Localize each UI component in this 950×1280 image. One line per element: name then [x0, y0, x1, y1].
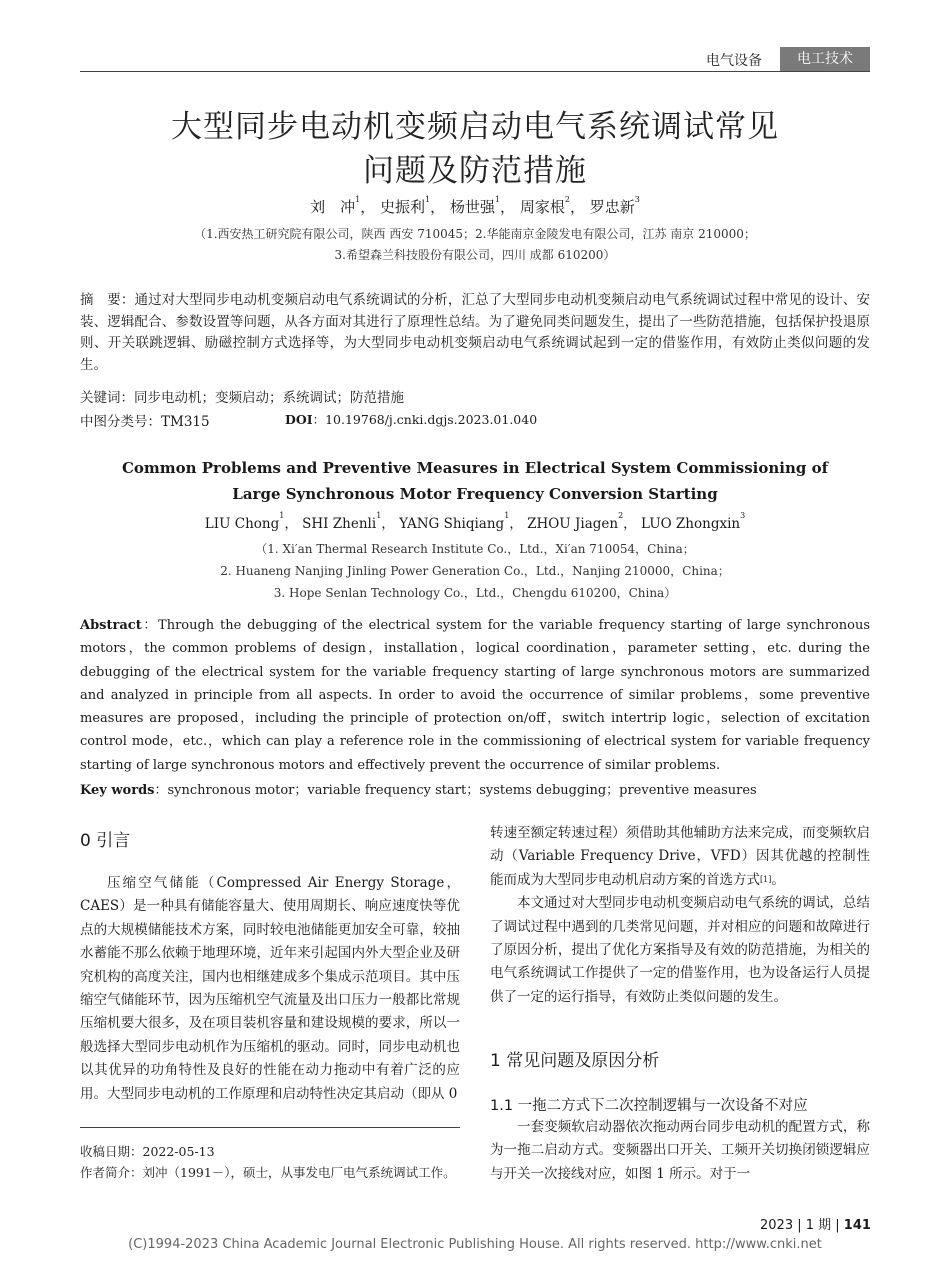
- continued-paragraph: 转速至额定转速过程）须借助其他辅助方法来完成，而变频软启动（Variable Frequency Drive，VFD）因其优越的控制性能而成为大型同步电动机启动方案的首选方式[1]。: [490, 825, 870, 888]
- authors-cn: [80, 196, 870, 217]
- author-en: LIU Chong$^1$，: [204, 511, 298, 532]
- title-en-line1: Common Problems and Preventive Measures in Electrical System Commissioning of: [121, 459, 829, 477]
- page-footer: [760, 1214, 871, 1233]
- abstract-cn-text: 通过对大型同步电动机变频启动电气系统调试的分析，汇总了大型同步电动机变频启动电气系统调试过程中常见的设计、安装、逻辑配合、参数设置等问题，从各方面对其进行了原理性总结。为了避免同类问题发生，提出了一些防范措施，包括保护投退原则、开关联跳逻辑、励磁控制方式选择等，为大型同步电动机变频启动电气系统调试起到一定的借鉴作用，有效防止类似问题的发生。: [80, 292, 871, 373]
- abstract-en-text: ：Through the debugging of the electrical system for the variable frequency starting of large synchronous motors，the common problems of design，installation，logical coordination，parameter setting，etc. during the debugging of the electrical system for the variable frequency starting of large synchronous motors are summarized and analyzed in principle from all aspects. In order to avoid the occurrence of similar problems，some preventive measures are proposed，including the principle of protection on/off，switch intertrip logic，selection of excitation control mode，etc.，which can play a reference role in the commissioning of electrical system for variable frequency starting of large synchronous motors and effectively prevent the occurrence of similar problems.: [80, 618, 870, 773]
- title-cn-line1: 大型同步电动机变频启动电气系统调试常见: [171, 109, 779, 145]
- paper-title-en: [80, 455, 870, 507]
- section-1-1-paragraph-1: 一套变频软启动器依次拖动两台同步电动机的配置方式，称为一拖二启动方式。变频器出口开关、工频开关切换闭锁逻辑应与开关一次接线对应，如图 1 所示。对于一: [490, 1119, 870, 1182]
- doi: [285, 410, 537, 428]
- classification-label: 中图分类号：: [80, 414, 161, 430]
- affiliation-cn-line2: 3.希望森兰科技股份有限公司，四川 成都 610200）: [334, 248, 616, 262]
- title-cn-line2: 问题及防范措施: [363, 153, 587, 189]
- author-en: SHI Zhenli$^1$，: [302, 511, 395, 532]
- affiliation-en-line1: （1. Xi′an Thermal Research Institute Co.，Ltd.，Xi′an 710054，China；: [255, 542, 695, 556]
- author-cn: 杨世强$^1$，: [449, 195, 516, 216]
- keywords-cn: [80, 386, 404, 406]
- author-en: YANG Shiqiang$^1$，: [399, 511, 523, 532]
- classification-value: TM315: [161, 414, 210, 430]
- authors-en: [80, 512, 870, 532]
- footnote-rule: [80, 1127, 460, 1128]
- author-cn: 罗忠新$^3$: [589, 195, 640, 216]
- left-column: [80, 872, 460, 1106]
- keywords-cn-label: 关键词：: [80, 390, 134, 406]
- author-cn: 刘 冲$^1$，: [310, 195, 376, 216]
- doi-label: DOI: [285, 412, 313, 427]
- author-cn: 周家根$^2$，: [519, 195, 585, 216]
- paper-title-cn: [80, 105, 870, 193]
- section-0-heading: 0 引言: [80, 831, 131, 851]
- classification-number: [80, 410, 210, 430]
- right-column: [490, 822, 870, 1009]
- section-1-1-heading: 1.1 一拖二方式下二次控制逻辑与一次设备不对应: [490, 1098, 808, 1114]
- affiliation-cn-line1: （1.西安热工研究院有限公司，陕西 西安 710045；2.华能南京金陵发电有限公司，江苏 南京 210000；: [194, 227, 756, 241]
- doi-value: ：10.19768/j.cnki.dgjs.2023.01.040: [312, 412, 538, 427]
- abstract-cn-label: 摘 要：: [80, 292, 135, 308]
- abstract-en-label: Abstract: [80, 618, 142, 633]
- section-1-heading: 1 常见问题及原因分析: [490, 1051, 660, 1071]
- reference-marker: [1]: [760, 874, 772, 884]
- author-intro: 作者简介：刘冲（1991－），硕士，从事发电厂电气系统调试工作。: [80, 1165, 456, 1180]
- abstract-cn: [80, 290, 870, 376]
- affiliation-en-line2: 2. Huaneng Nanjing Jinling Power Generation Co.，Ltd.，Nanjing 210000，China；: [220, 564, 730, 578]
- header-rule: [80, 71, 870, 72]
- keywords-en: [80, 779, 757, 798]
- journal-section-label: 电气设备: [706, 53, 762, 69]
- affiliation-en-line3: 3. Hope Senlan Technology Co.，Ltd.，Chengdu 610200，China）: [273, 586, 677, 600]
- section-0-paragraph-2: 本文通过对大型同步电动机变频启动电气系统的调试，总结了调试过程中遇到的几类常见问题，并对相应的问题和故障进行了原因分析，提出了优化方案指导及有效的防范措施，为相关的电气系统调试工作提供了一定的借鉴作用，也为设备运行人员提供了一定的运行指导，有效防止类似问题的发生。: [490, 895, 870, 1005]
- keywords-en-label: Key words: [80, 783, 155, 798]
- author-en: ZHOU Jiagen$^2$，: [527, 511, 637, 532]
- keywords-cn-text: 同步电动机；变频启动；系统调试；防范措施: [134, 390, 404, 406]
- keywords-en-text: ：synchronous motor；variable frequency start；systems debugging；preventive measures: [154, 783, 757, 798]
- journal-category-tag: 电工技术: [780, 47, 870, 71]
- author-cn: 史振利$^1$，: [380, 195, 446, 216]
- section-0-paragraph-1: 压缩空气储能（Compressed Air Energy Storage，CAES）是一种具有储能容量大、使用周期长、响应速度快等优点的大规模储能技术方案，同时较电池储能更加安全可靠，较抽水蓄能不那么依赖于地理环境，近年来引起国内外大型企业及研究机构的高度关注，国内也相继建成多个集成示范项目。其中压缩空气储能环节，因为压缩机空气流量及出口压力一般都比常规压缩机要大很多，及在项目装机容量和建设规模的要求，所以一般选择大型同步电动机作为压缩机的驱动。同时，同步电动机也以其优异的功角特性及良好的性能在动力拖动中有着广泛的应用。大型同步电动机的工作原理和启动特性决定其启动（即从 0: [80, 875, 460, 1102]
- received-date: 收稿日期：2022-05-13: [80, 1144, 215, 1159]
- author-en: LUO Zhongxin$^3$: [640, 511, 746, 532]
- copyright-notice: (C)1994-2023 China Academic Journal Electronic Publishing House. All rights reserved. http://www.cnki.net: [128, 1237, 822, 1252]
- title-en-line2: Large Synchronous Motor Frequency Conversion Starting: [232, 485, 718, 503]
- abstract-en: [80, 614, 870, 777]
- issue-info: 2023 | 1 期 |: [760, 1218, 840, 1233]
- section-1-1-body: [490, 1116, 870, 1186]
- page-number: 141: [843, 1218, 871, 1233]
